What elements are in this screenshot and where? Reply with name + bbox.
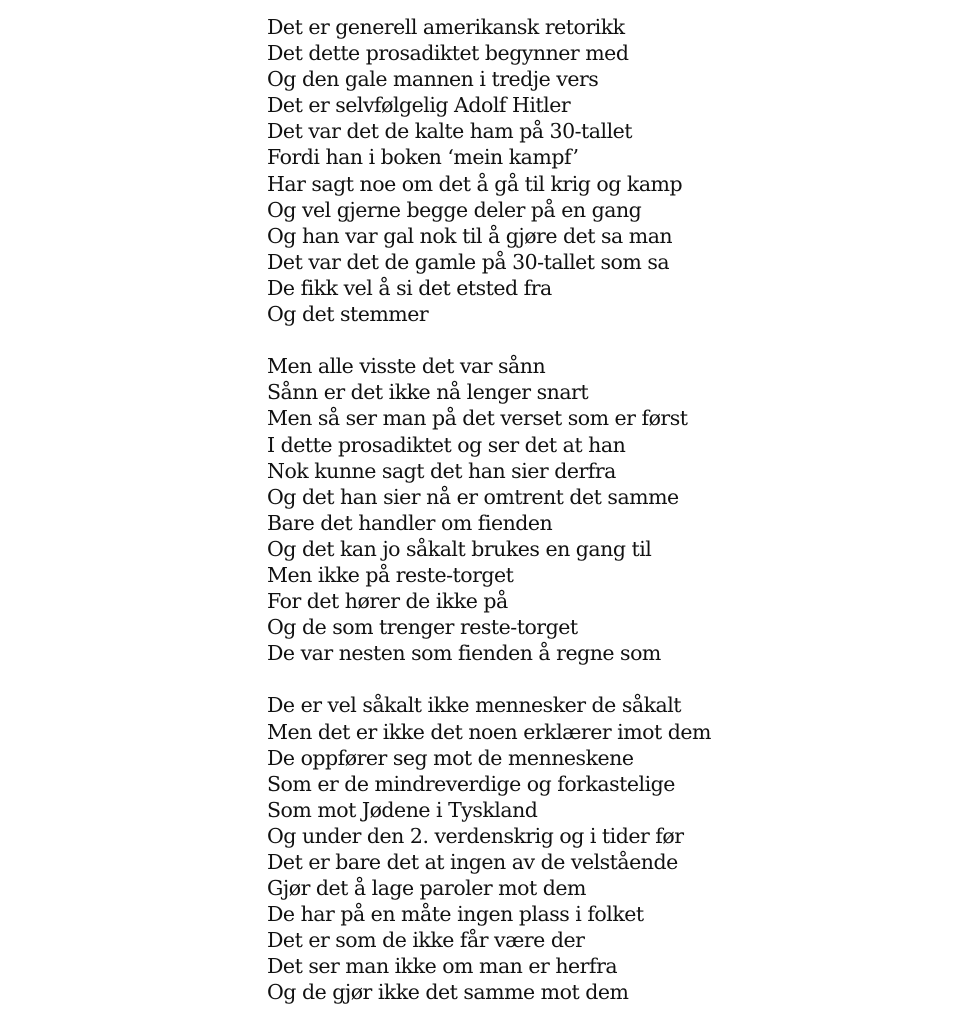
poem-line: Det er bare det at ingen av de velstående — [267, 850, 678, 874]
poem-line: Som mot Jødene i Tyskland — [267, 797, 538, 822]
poem-line: Og det stemmer — [267, 302, 429, 327]
poem-line: Fordi han i boken ‘mein kampf’ — [267, 145, 579, 170]
poem-line: Det er generell amerikansk retorikk — [267, 15, 625, 39]
poem-line: Men alle visste det var sånn — [267, 354, 546, 379]
poem-line: Og han var gal nok til å gjøre det sa man — [267, 223, 673, 248]
poem-line: Men det er ikke det noen erklærer imot dem — [267, 719, 711, 744]
poem-line: Det er selvfølgelig Adolf Hitler — [267, 93, 571, 118]
poem-line: Men så ser man på det verset som er først — [267, 406, 688, 431]
poem-line: Sånn er det ikke nå lenger snart — [267, 380, 589, 405]
poem-line: Og det kan jo såkalt brukes en gang til — [267, 536, 652, 561]
poem-text — [267, 14, 947, 1006]
poem-line: Og de gjør ikke det samme mot dem — [267, 980, 629, 1005]
poem-line: Det dette prosadiktet begynner med — [267, 41, 629, 66]
poem-line: For det hører de ikke på — [267, 589, 508, 614]
poem-line: Og de som trenger reste-torget — [267, 615, 578, 640]
poem-line: Har sagt noe om det å gå til krig og kamp — [267, 171, 683, 196]
poem-line: Og den gale mannen i tredje vers — [267, 67, 599, 92]
poem-line: De oppfører seg mot de menneskene — [267, 745, 634, 770]
stanza-3 — [267, 692, 947, 1005]
poem-line: Gjør det å lage paroler mot dem — [267, 876, 586, 901]
poem-line: De fikk vel å si det etsted fra — [267, 275, 552, 300]
poem-line: Som er de mindreverdige og forkastelige — [267, 771, 675, 796]
stanza-2 — [267, 353, 947, 666]
poem-line: Det var det de kalte ham på 30-tallet — [267, 119, 633, 144]
poem-line: Og under den 2. verdenskrig og i tider før — [267, 823, 684, 848]
stanza-1 — [267, 14, 947, 327]
poem-line: Men ikke på reste-torget — [267, 562, 514, 587]
poem-line: De var nesten som fienden å regne som — [267, 641, 661, 666]
poem-line: Og vel gjerne begge deler på en gang — [267, 197, 642, 222]
poem-line: Bare det handler om fienden — [267, 510, 553, 535]
poem-line: Det ser man ikke om man er herfra — [267, 954, 618, 979]
poem-line: Det er som de ikke får være der — [267, 928, 585, 953]
poem-line: Det var det de gamle på 30-tallet som sa — [267, 249, 670, 274]
poem-line: De har på en måte ingen plass i folket — [267, 902, 644, 927]
poem-line: De er vel såkalt ikke mennesker de såkalt — [267, 693, 682, 718]
poem-line: Og det han sier nå er omtrent det samme — [267, 484, 679, 509]
poem-line: Nok kunne sagt det han sier derfra — [267, 458, 616, 483]
poem-line: I dette prosadiktet og ser det at han — [267, 432, 626, 457]
